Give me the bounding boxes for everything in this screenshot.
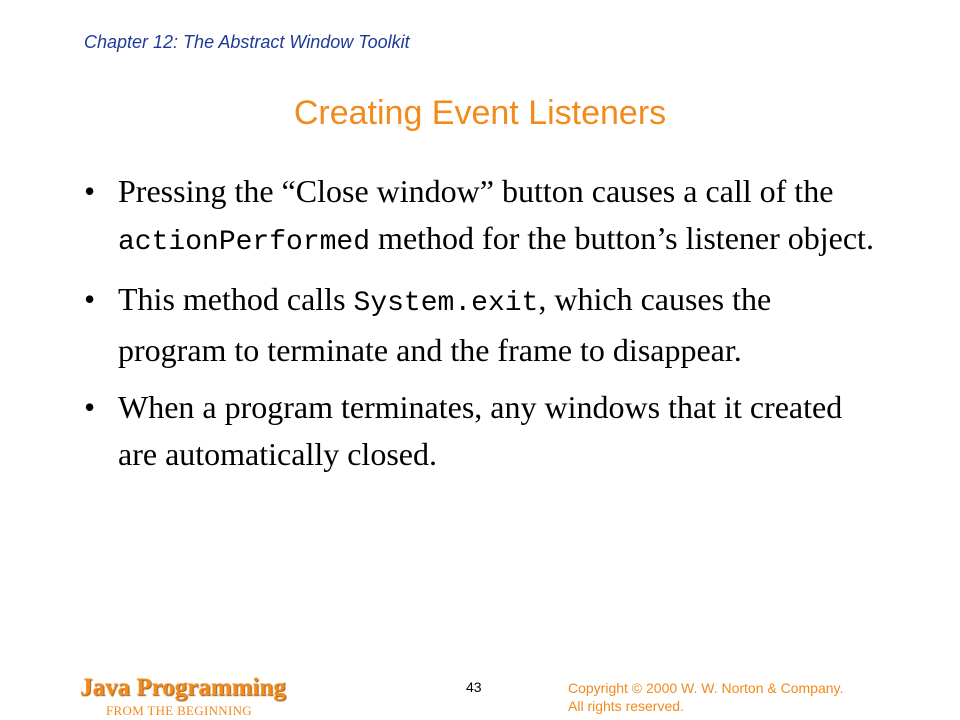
copyright-line-1: Copyright © 2000 W. W. Norton & Company. — [568, 680, 844, 696]
bullet-marker: • — [84, 281, 96, 317]
bullet-list — [84, 168, 884, 488]
slide-title: Creating Event Listeners — [293, 94, 667, 132]
bullet-item-2 — [84, 276, 884, 374]
copyright-notice — [568, 679, 843, 715]
bullet-1-text-start: Pressing the “Close window” button causes a call of the — [118, 173, 834, 209]
bullet-marker: • — [84, 389, 96, 425]
chapter-header: Chapter 12: The Abstract Window Toolkit — [84, 32, 410, 52]
bullet-3-text: When a program terminates, any windows that it created are automatically closed. — [118, 389, 843, 472]
book-logo-title: Java Programming — [80, 674, 286, 701]
bullet-item-1 — [84, 168, 884, 266]
bullet-item-3 — [84, 384, 884, 478]
code-system-exit: System.exit — [353, 288, 539, 319]
bullet-2-text-start: This method calls — [118, 281, 354, 317]
bullet-1-text-end: method for the button’s listener object. — [370, 220, 874, 256]
book-logo-subtitle: FROM THE BEGINNING — [106, 703, 252, 718]
code-action-performed: actionPerformed — [118, 227, 371, 258]
copyright-line-2: All rights reserved. — [568, 698, 684, 714]
page-number: 43 — [466, 679, 482, 695]
bullet-marker: • — [84, 173, 96, 209]
bullet-2-text-end: , which causes the program to terminate and the frame to disappear. — [118, 281, 772, 368]
